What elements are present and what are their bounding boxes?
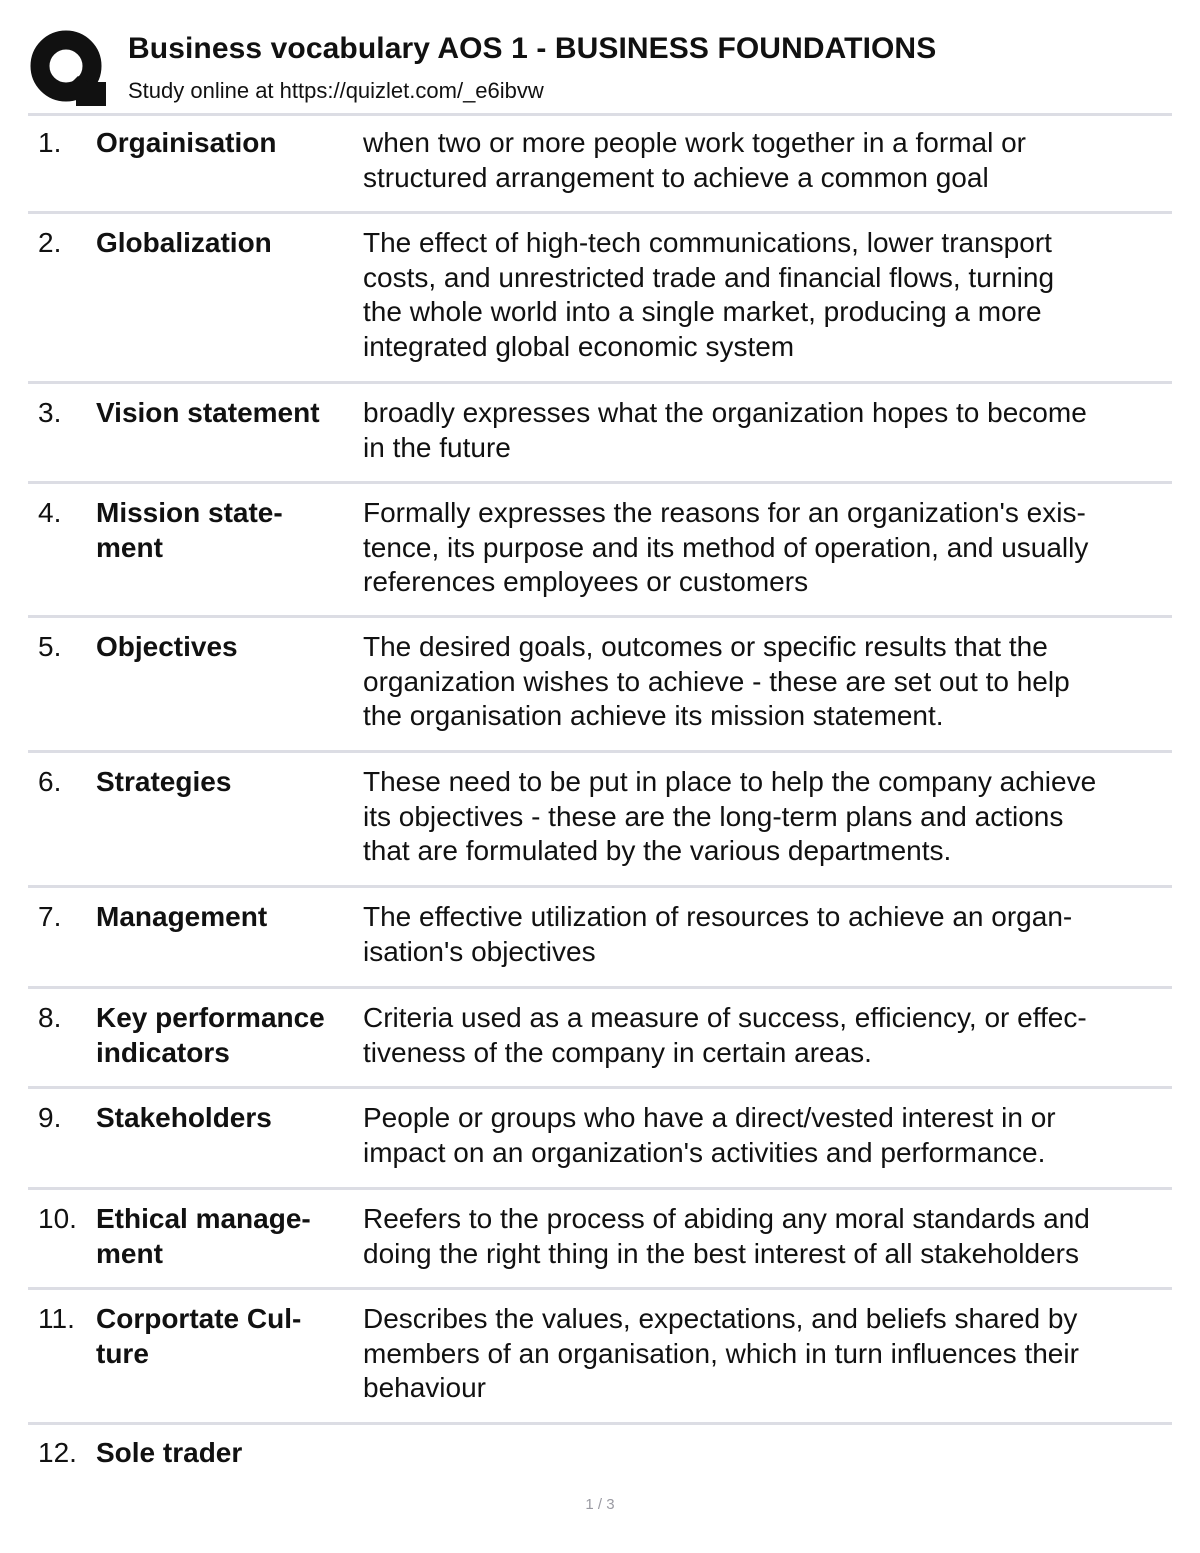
term-name: Globalization bbox=[96, 227, 272, 258]
term-name: Stakeholders bbox=[96, 1102, 272, 1133]
term-definition: People or groups who have a direct/vested interest in or impact on an organization's activities and performance. bbox=[363, 1102, 1056, 1168]
quizlet-logo-icon bbox=[30, 30, 106, 106]
term-definition: Formally expresses the reasons for an organization's exis- tence, its purpose and its method of operation, and usually references employees or customers bbox=[363, 497, 1089, 597]
term-name: Vision statement bbox=[96, 397, 320, 428]
divider bbox=[28, 211, 1172, 214]
term-number: 7. bbox=[38, 901, 62, 932]
term-definition: The effect of high-tech communications, lower transport costs, and unrestricted trade and financial flows, turning the whole world into a single market, producing a more integrated global economic system bbox=[363, 227, 1055, 362]
divider bbox=[28, 986, 1172, 989]
term-number: 10. bbox=[38, 1203, 77, 1234]
term-number: 2. bbox=[38, 227, 62, 258]
divider bbox=[28, 1086, 1172, 1089]
term-number: 9. bbox=[38, 1102, 62, 1133]
term-name: Mission state- ment bbox=[96, 497, 283, 563]
term-definition: broadly expresses what the organization hopes to become in the future bbox=[363, 397, 1087, 463]
divider bbox=[28, 481, 1172, 484]
divider bbox=[28, 750, 1172, 753]
term-name: Sole trader bbox=[96, 1437, 243, 1468]
term-number: 1. bbox=[38, 127, 62, 158]
divider bbox=[28, 1422, 1172, 1425]
term-definition: The effective utilization of resources to achieve an organ- isation's objectives bbox=[363, 901, 1073, 967]
term-name: Orgainisation bbox=[96, 127, 277, 158]
divider bbox=[28, 885, 1172, 888]
term-definition: Reefers to the process of abiding any moral standards and doing the right thing in the best interest of all stakeholders bbox=[363, 1203, 1090, 1269]
term-number: 5. bbox=[38, 631, 62, 662]
term-definition: Criteria used as a measure of success, efficiency, or effec- tiveness of the company in certain areas. bbox=[363, 1002, 1087, 1068]
document-title: Business vocabulary AOS 1 - BUSINESS FOUNDATIONS bbox=[128, 32, 937, 65]
term-number: 11. bbox=[38, 1303, 75, 1334]
term-number: 6. bbox=[38, 766, 62, 797]
term-name: Ethical manage- ment bbox=[96, 1203, 311, 1269]
page-indicator: 1 / 3 bbox=[585, 1496, 615, 1513]
term-number: 8. bbox=[38, 1002, 62, 1033]
term-number: 12. bbox=[38, 1437, 77, 1468]
divider bbox=[28, 615, 1172, 618]
divider bbox=[28, 381, 1172, 384]
term-name: Corportate Cul- ture bbox=[96, 1303, 302, 1369]
term-name: Management bbox=[96, 901, 268, 932]
term-name: Strategies bbox=[96, 766, 232, 797]
term-number: 3. bbox=[38, 397, 62, 428]
term-name: Objectives bbox=[96, 631, 238, 662]
study-online-link[interactable]: Study online at https://quizlet.com/_e6ibvw bbox=[128, 78, 544, 103]
term-definition: Describes the values, expectations, and beliefs shared by members of an organisation, which in turn influences their behaviour bbox=[363, 1303, 1079, 1403]
term-definition: These need to be put in place to help the company achieve its objectives - these are the long-term plans and actions that are formulated by the various departments. bbox=[363, 766, 1097, 866]
term-definition: The desired goals, outcomes or specific results that the organization wishes to achieve - these are set out to help the organisation achieve its mission statement. bbox=[363, 631, 1070, 731]
divider bbox=[28, 1187, 1172, 1190]
divider bbox=[28, 113, 1172, 116]
term-definition: when two or more people work together in a formal or structured arrangement to achieve a common goal bbox=[363, 127, 1026, 193]
divider bbox=[28, 1287, 1172, 1290]
term-number: 4. bbox=[38, 497, 62, 528]
term-name: Key performance indicators bbox=[96, 1002, 325, 1068]
